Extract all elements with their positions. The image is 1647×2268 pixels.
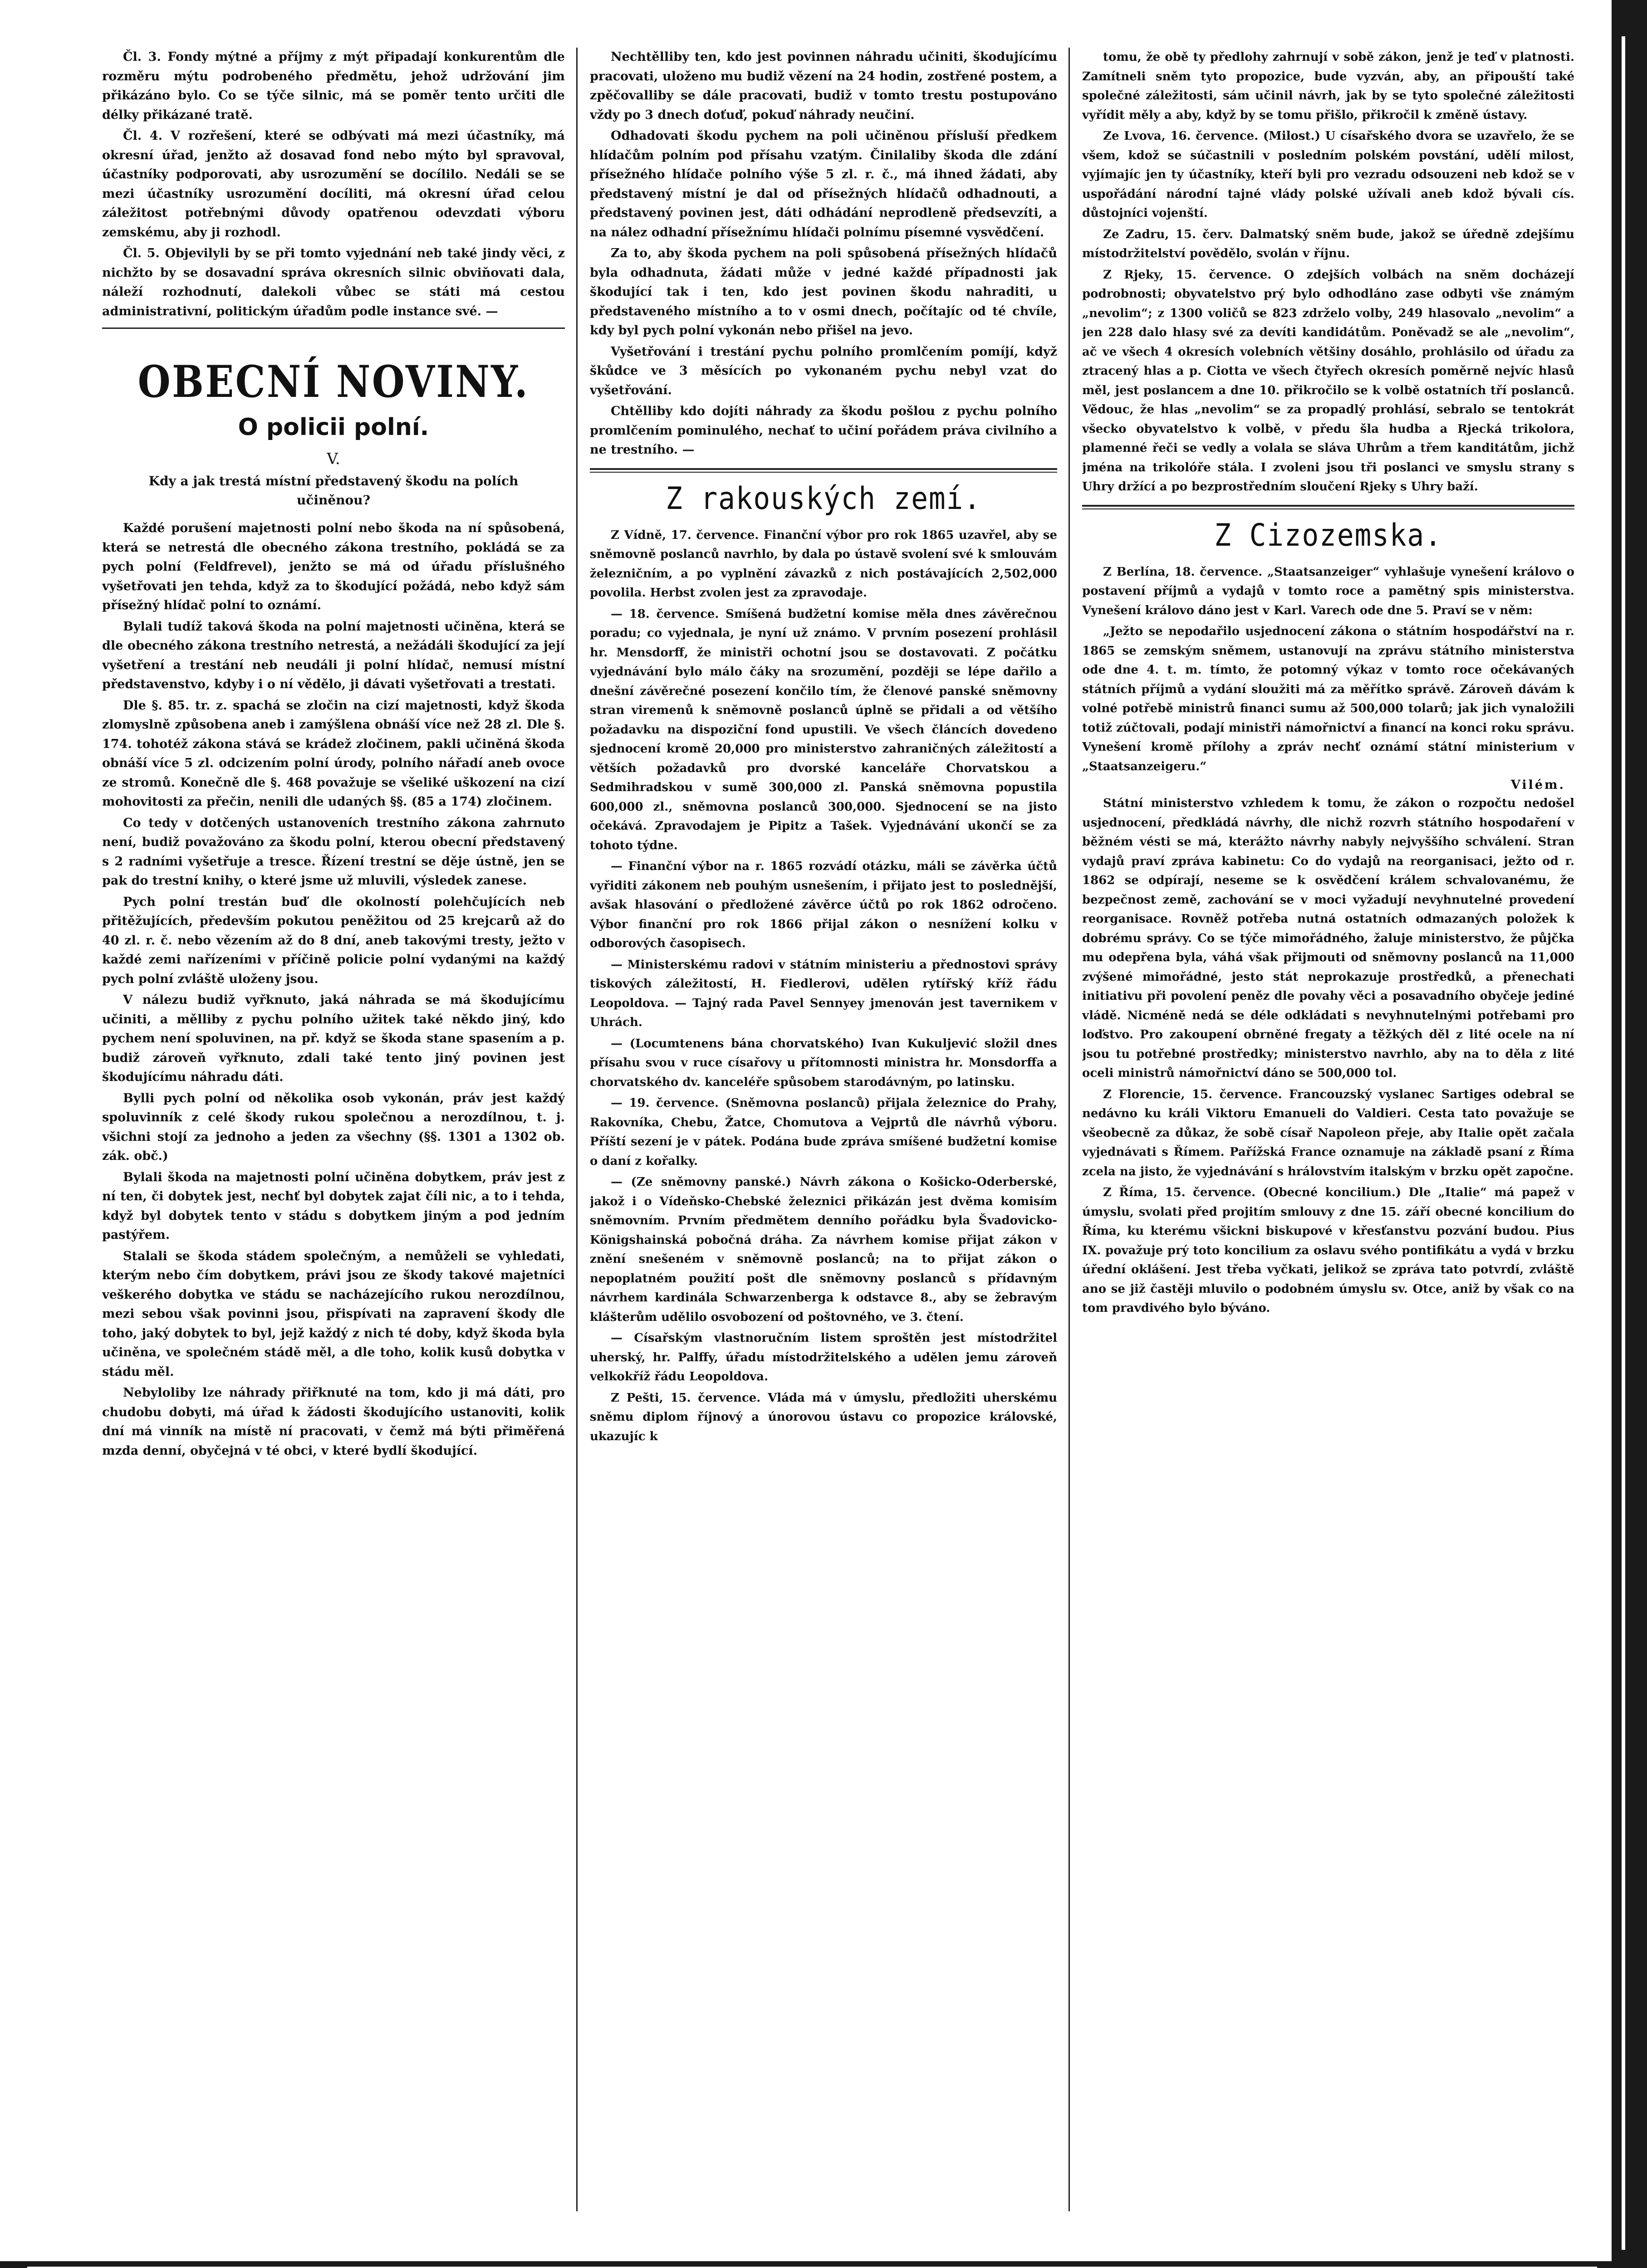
article-paragraph: Nechtělliby ten, kdo jest povinnen náhradu učiniti, škodujícímu pracovati, uloženo mu budiž vězení na 24 hodin, zostřené postem, a zpěčovalliby se dále pracovati, budiž v tomto trestu postupováno vždy po 3 dnech doťuď, pokuď náhrady neučiní. xyxy=(590,50,1057,122)
news-item: Státní ministerstvo vzhledem k tomu, že zákon o rozpočtu nedošel usjednocení, předkládá návrhy, dle nichž rozvrh státního hospodaření v běžném vésti se má, kterážto návrhy nabyly nejvyššího schválení. Stran vydajů praví zpráva kabinetu: Co do vydajů na reorganisaci, ježto od r. 1862 se odpírají, neseme se k osvědčení králem schvalovanému, že bezpečnost země, zachování se v moci vyžadují nevyhnutelné provedení reorganisace. Rovněž potřeba nutná ostatních odmazaných položek k dobrému správy. Co se týče mimořádného, žaluje ministerstvo, že půjčka mu odepřena byla, váhá však přijmouti od sněmovny poslanců na 11,000 zvýšené mimořádné, jesto stát neprokazuje prostředků, a přenechati initiativu při povolení peněz dle povahy věci a posavadního obyčeje jediné vládě. Nicméně nedá se déle odkládati s nevyhnutelnými potřebami pro loďstvo. Pro zakoupení obrněné fregaty a těžkých děl z lité ocele na ní jsou tu potřebné prostředky; ministerstvo navrhlo, aby na to děla z lité oceli ministrů námořnictví dáno se 500,000 tol. xyxy=(1082,797,1574,1080)
news-item: — (Locumtenens bána chorvatského) Ivan Kukuljević složil dnes přísahu svou v ruce císařovy u přítomnosti ministra hr. Monsdorffa a chorvatského dv. kanceléře spůsobem starodávným, po latinsku. xyxy=(590,1036,1057,1089)
section-divider xyxy=(102,327,565,329)
scan-border-right xyxy=(1612,0,1647,2268)
news-item: „Ježto se nepodařilo usjednocení zákona o státním hospodářství na r. 1865 se zemským sněmem, ustanovují na zprávu státního ministerstva ode dne 4. t. m. tímto, že potomný výkaz v tomto roce očekávaných státních příjmů a vydání sloužiti má za měřítko správě. Zároveň dávám k volné potřebě ministrů financi sumu až 500,000 tolarů; jak jich vynaložili totiž zúčtovali, podají ministři námořnictví a financí na konci roku správu. Vynešení kromě přílohy a zpráv nechť oznámí státní ministerium v „Staatsanzeigeru.“ xyxy=(1082,625,1574,773)
article-paragraph: Bylli pych polní od několika osob vykonán, práv jest každý spoluvinník z celé škody rukou společnou a nerozdílnou, t. j. všichni stojí za jednoho a jeden za všechny (§§. 1301 a 1302 ob. zák. obč.) xyxy=(102,1091,565,1163)
section-divider xyxy=(590,468,1057,473)
column-rule xyxy=(576,48,578,2211)
newspaper-page xyxy=(102,48,1577,2248)
section-title-austria: Z rakouských zemí. xyxy=(666,480,981,517)
article-paragraph: Nebyloliby lze náhrady přiřknuté na tom, kdo ji má dáti, pro chudobu dobyti, má úřad k žádosti škodujícího ustanoviti, kolik dní má vinník na místě ní pracovati, v čemž má býti přiměřená mzda denní, obyčejná v té obci, v které bydlí škodující. xyxy=(102,1386,565,1458)
article-paragraph: Čl. 3. Fondy mýtné a příjmy z mýt připadají konkurentům dle rozměru mýtu podrobeného předmětu, jehož udržování jim přikázáno bylo. Co se týče silnic, má se poměr tento určiti dle délky přikázané tratě. xyxy=(102,50,565,122)
news-item: Z Vídně, 17. července. Finanční výbor pro rok 1865 uzavřel, aby se sněmovně poslanců navrhlo, by dala po ústavě svolení své k smlouvám železničním, a po vyplnění závazků z nich postávajících 2,502,000 povolila. Herbst zvolen jest za zpravodaje. xyxy=(590,528,1057,600)
article-paragraph: Čl. 4. V rozřešení, které se odbývati má mezi účastníky, má okresní úřad, jenžto až dosavad fond nebo mýto byl spravoval, účastníky podporovati, aby usrozumění se docílilo. Nedáli se se mezi účastníky usrozumění docíliti, má okresní úřad celou záležitost potřebnými důvody opatřenou odevzdati výboru zemskému, aby ji rozhodl. xyxy=(102,129,565,240)
article-paragraph: Chtělliby kdo dojíti náhrady za škodu pošlou z pychu polního promlčením pominulého, nechať to učiní pořádem práva civilního a ne trestního. — xyxy=(590,404,1057,457)
news-item: Z Berlína, 18. července. „Staatsanzeiger“ vyhlašuje vynešení královo o postavení příjmů a vydajů v tomto roce a pamětný spis ministerstva. Vynešení královo dáno jest v Karl. Varech ode dne 5. Praví se v něm: xyxy=(1082,565,1574,617)
news-item: Z Rjeky, 15. července. O zdejších volbách na sněm docházejí podrobnosti; obyvatelstvo prý bylo odhodláno zase odbyti vše známým „nevolim“; z 1300 voličů se 823 zdrželo volby, 249 hlasovalo „nevolim“ a jen 228 dalo hlasy své za devíti kandidátům. Poněvadž se ale „nevolim“, ač ve všech 4 okresích volebních většiny dosáhlo, prohlásilo od úřadu za ztracený hlas a p. Ciotta ve všech čtyřech okresích poměrně nejvíc hlasů měl, jest poslancem a dne 10. přikročilo se k volbě ostatních tří poslanců. Vědouc, že hlas „nevolim“ se za propadlý prohlásí, sebralo se tentokrát všecko obyvatelstvo k volbě, v předu šla hudba a Rjecká trikolora, plamenné řeči se vedly a volala se sláva Uhrům a třem kanditátům, jichž jména na trikolóře stála. I zvoleni jsou tři poslanci ve smyslu strany s Uhry držící a po bezprostředním sloučení Rjeky s Uhry baží. xyxy=(1082,268,1574,494)
article-paragraph: Co tedy v dotčených ustanoveních trestního zákona zahrnuto není, budiž považováno za škodu polní, kterou obecní představený s 2 radními vyšetřuje a tresce. Řízení trestní se děje ústně, jen se pak do trestní knihy, o které jsme už mluvili, výsledek zanese. xyxy=(102,816,565,888)
article-paragraph: Pych polní trestán buď dle okolností polehčujících neb přitěžujících, především pokutou peněžitou od 25 krejcarů až do 40 zl. r. č. nebo vězením až do 8 dní, aneb takovými tresty, ježto v každé zemi nařízeními v příčině policie polní vydanými na každý pych polní zvláště uloženy jsou. xyxy=(102,894,565,986)
article-paragraph: Stalali se škoda stádem společným, a nemůželi se vyhledati, kterým nebo čím dobytkem, právi jsou ze škody takové majetníci veškerého dobytka ve stádu se nacházejícího rukou nerozdílnou, mezi sebou však povinni jsou, přispívati na zapravení škody dle toho, jaký dobytek to byl, jejž každý z nich té doby, když škoda byla učiněna, ve společném stádě měl, a dle toho, kolik kusů dobytka v stádu měl. xyxy=(102,1249,565,1379)
news-item: Ze Lvova, 16. července. (Milost.) U císařského dvora se uzavřelo, že se všem, kdož se súčastnili v posledním polském povstání, udělí milost, vyjímajíc jen ty účastníky, kteří byli pro vezradu odsouzeni neb kdož se v uspořádání národní tajné vlády polské užívali aneb kdož bývali cís. důstojníci vojenští. xyxy=(1082,129,1574,220)
section-number: V. xyxy=(327,450,340,468)
news-item: Ze Zadru, 15. červ. Dalmatský sněm bude, jakož se úředně zdejšímu místodržitelství povědělo, svolán v říjnu. xyxy=(1082,227,1574,260)
masthead-obecni-noviny: OBECNÍ NOVINY. xyxy=(137,356,529,407)
news-item: Z Pešti, 15. července. Vláda má v úmyslu, předložiti uherskému sněmu diplom říjnový a únorovou ústavu co propozice královské, ukazujíc k xyxy=(590,1391,1057,1443)
section-divider xyxy=(1082,505,1574,509)
article-paragraph: Bylali tudíž taková škoda na polní majetnosti učiněna, která se dle obecného zákona trestního netrestá, a nežádáli škodující za její vyšetření a trestání neb neudáli ji polní hlídač, nemusí místní představenstvo, kdyby i o ní vědělo, ji dávati vyšetřovati a trestati. xyxy=(102,619,565,691)
section-question: Kdy a jak trestá místní představený škodu na polích učiněnou? xyxy=(148,474,519,508)
news-item: — 18. července. Smíšená budžetní komise měla dnes závěrečnou poradu; co vyjednala, je nyní už známo. V prvním posezení prohlásil hr. Mensdorff, že ministři ochotní jsou se dostavovati. Z počátku vyjednávání bylo málo čáky na srozumění, později se lépe dařilo a dnešní závěrečné posezení končilo tím, že členové panské sněmovny stran viremenů k sněmovně poslanců úplně se přidali a od většího požadavku na dispoziční fond upustili. Ve všech článcích dovedeno sjednocení kromě 20,000 pro ministerstvo zahraničných záležitostí a větších požadavků pro dvorské kanceláře Chorvatskou a Sedmihradskou v sumě 300,000 zl. Panská sněmovna popustila 600,000 zl., sněmovna poslanců 300,000. Sjednocení se na jisto očekává. Zpravodajem je Pipitz a Tašek. Vyjednávání ukončí se za tohoto týdne. xyxy=(590,607,1057,852)
subheading-police: O policii polní. xyxy=(238,414,429,441)
column-rule xyxy=(1069,48,1070,2211)
news-item: Z Florencie, 15. července. Francouzský vyslanec Sartiges odebral se nedávno ku králi Viktoru Emanueli do Valdieri. Cesta tato považuje se všeobecně za důkaz, že sobě císař Napoleon přeje, aby Italie opět začala vyjednávati s Římem. Pařížská France oznamuje na základě psaní z Říma zcela na jisto, že vyjednávání s hrálovstvím italským v brzku opět započne. xyxy=(1082,1087,1574,1178)
article-paragraph: Bylali škoda na majetnosti polní učiněna dobytkem, práv jest z ní ten, či dobytek jest, nechť byl dobytek zajat číli nic, a to i tehda, když byl dobytek tento v stádu s dobytkem jiným a pod jedním pastýřem. xyxy=(102,1170,565,1242)
article-paragraph: Každé porušení majetnosti polní nebo škoda na ní spůsobená, která se netrestá dle obecného zákona trestního, pokládá se za pych polní (Feldfrevel), jenžto se má od úřadu příslušného vyšetřovati jen tehda, když za to škodující požádá, nebo když sám přísežný hlídač polní to oznámí. xyxy=(102,521,565,612)
article-paragraph: Za to, aby škoda pychem na poli spůsobená přísežných hlídačů byla odhadnuta, žádati může v jedné každé případnosti jak škodující tak i ten, kdo jest povinen škodu nahraditi, u představeného místního a to v osmi dnech, počítajíc od té chvíle, kdy byl pych polní vykonán nebo přišel na jevo. xyxy=(590,246,1057,337)
news-item: Z Říma, 15. července. (Obecné koncilium.) Dle „Italie“ má papež v úmyslu, svolati před projitím smlouvy z dne 15. září obecné koncilium do Říma, ku kterému všickni biskupové v křesťanstvu pozvání budou. Pius IX. považuje prý toto koncilium za oslavu svého pontifikátu a vydá v brzku úřední oklášení. Jest třeba vyčkati, jelikož se zpráva tato potvrdí, zvláště ano se již častěji mluvilo o podobném úmyslu sv. Otce, aniž by však co na tom pravdivého bylo býváno. xyxy=(1082,1186,1574,1315)
column-right xyxy=(1082,48,1574,2248)
news-item: — 19. července. (Sněmovna poslanců) přijala železnice do Prahy, Rakovníka, Chebu, Žatce, Chomutova a Vejprtů dle návrhů výboru. Příští sezení je v pátek. Podána bude zpráva smíšené budžetní komise o daní z kořalky. xyxy=(590,1096,1057,1168)
news-item: tomu, že obě ty předlohy zahrnují v sobě zákon, jenž je teď v platnosti. Zamítneli sněm tyto propozice, bude vyzván, aby, an připouští také společné záležitosti, sám učinil návrh, jak by se tyto společné záležitosti vyřídit měly a aby, když by se tomu přišlo, přikročil k změně ústavy. xyxy=(1082,50,1574,122)
news-item: — (Ze sněmovny panské.) Návrh zákona o Košicko-Oderberské, jakož i o Vídeňsko-Chebské železnici přikázán jest dvěma komisím sněmovním. Prvním předmětem denního pořádku byla Švadovicko-Königshainská pobočná dráha. Za návrhem komise přijat zákon v znění snešeném v sněmovně poslanců; na to přijat zákon o nepoplatném použití pošt dle sněmovny poslanců s přídavným návrhem kardinála Schwarzenberga k odstavce 8., aby se žebravým klášterům udělilo osvobození od poštovného, ve 3. čtení. xyxy=(590,1175,1057,1324)
section-title-foreign: Z Cizozemska. xyxy=(1214,517,1442,553)
column-middle xyxy=(590,48,1057,2248)
scan-border-bottom xyxy=(0,2261,1647,2268)
news-item: — Císařským vlastnoručním listem sproštěn jest místodržitel uherský, hr. Palffy, úřadu místodržitelského a udělen jemu zároveň velkokříž řádu Leopoldova. xyxy=(590,1331,1057,1383)
article-paragraph: Dle §. 85. tr. z. spachá se zločin na cizí majetnosti, když škoda zlomyslně způsobena aneb i zamýšlena obnáší více než 28 zl. Dle §. 174. tohotéž zákona stává se krádež zločinem, pakli učiněná škoda obnáší více 5 zl. odcizením polní úrody, polního nářadí aneb ovoce ze stromů. Konečně dle §. 468 považuje se všeliké uškození na cizí mohovitosti za přečin, nenili dle udaných §§. (85 a 174) zločinem. xyxy=(102,698,565,809)
column-left xyxy=(102,48,565,2248)
article-paragraph: Čl. 5. Objevilyli by se při tomto vyjednání neb také jindy věci, z nichžto by se dosavadní správa okresních silnic obviňovati dala, náleží rozhodnutí, dalekoli vůbec se státi má cestou administrativní, politickým úřadům podle instance své. — xyxy=(102,246,565,318)
news-item: — Ministerskému radovi v státním ministeriu a přednostovi správy tiskových záležitostí, H. Fiedlerovi, udělen rytířský kříž řádu Leopoldova. — Tajný rada Pavel Sennyey jmenován jest tavernikem v Uhrách. xyxy=(590,958,1057,1029)
article-paragraph: V nálezu budiž vyřknuto, jaká náhrada se má škodujícímu učiniti, a mělliby z pychu polního užitek také někdo jiný, kdo pychem není spoluvinen, na př. když se škoda stane spasením a p. budiž zároveň vyřknuto, zdali také tento jiný povinen jest škodujícímu náhradu dáti. xyxy=(102,993,565,1084)
article-paragraph: Vyšetřování i trestání pychu polního promlčením pomíjí, když škůdce ve 3 měsících po vykonaném pychu nebyl vzat do vyšetřování. xyxy=(590,344,1057,397)
signature: Vilém. xyxy=(1510,778,1565,792)
news-item: — Finanční výbor na r. 1865 rozvádí otázku, máli se závěrka účtů vyřiditi zákonem neb pouhým usnešením, i přijato jest to poslednější, avšak hlasování o předložené závěrce účtů po rok 1862 odročeno. Výbor finanční pro rok 1866 přijal zákon o nesnížení kolku v odborových časopisech. xyxy=(590,860,1057,950)
article-paragraph: Odhadovati škodu pychem na poli učiněnou přísluší předkem hlídačům polním pod přísahu vzatým. Činilaliby škoda dle zdání přísežného hlídače polního výše 5 zl. r. č., má ihned žádati, aby představený místní je dal od přísežných hlídačů odhadnouti, a představený povinen jest, dáti odhádání neprodleně předsevzíti, a na nález odhadní přísežnímu hlídači polnímu písemné vysvědčení. xyxy=(590,129,1057,240)
